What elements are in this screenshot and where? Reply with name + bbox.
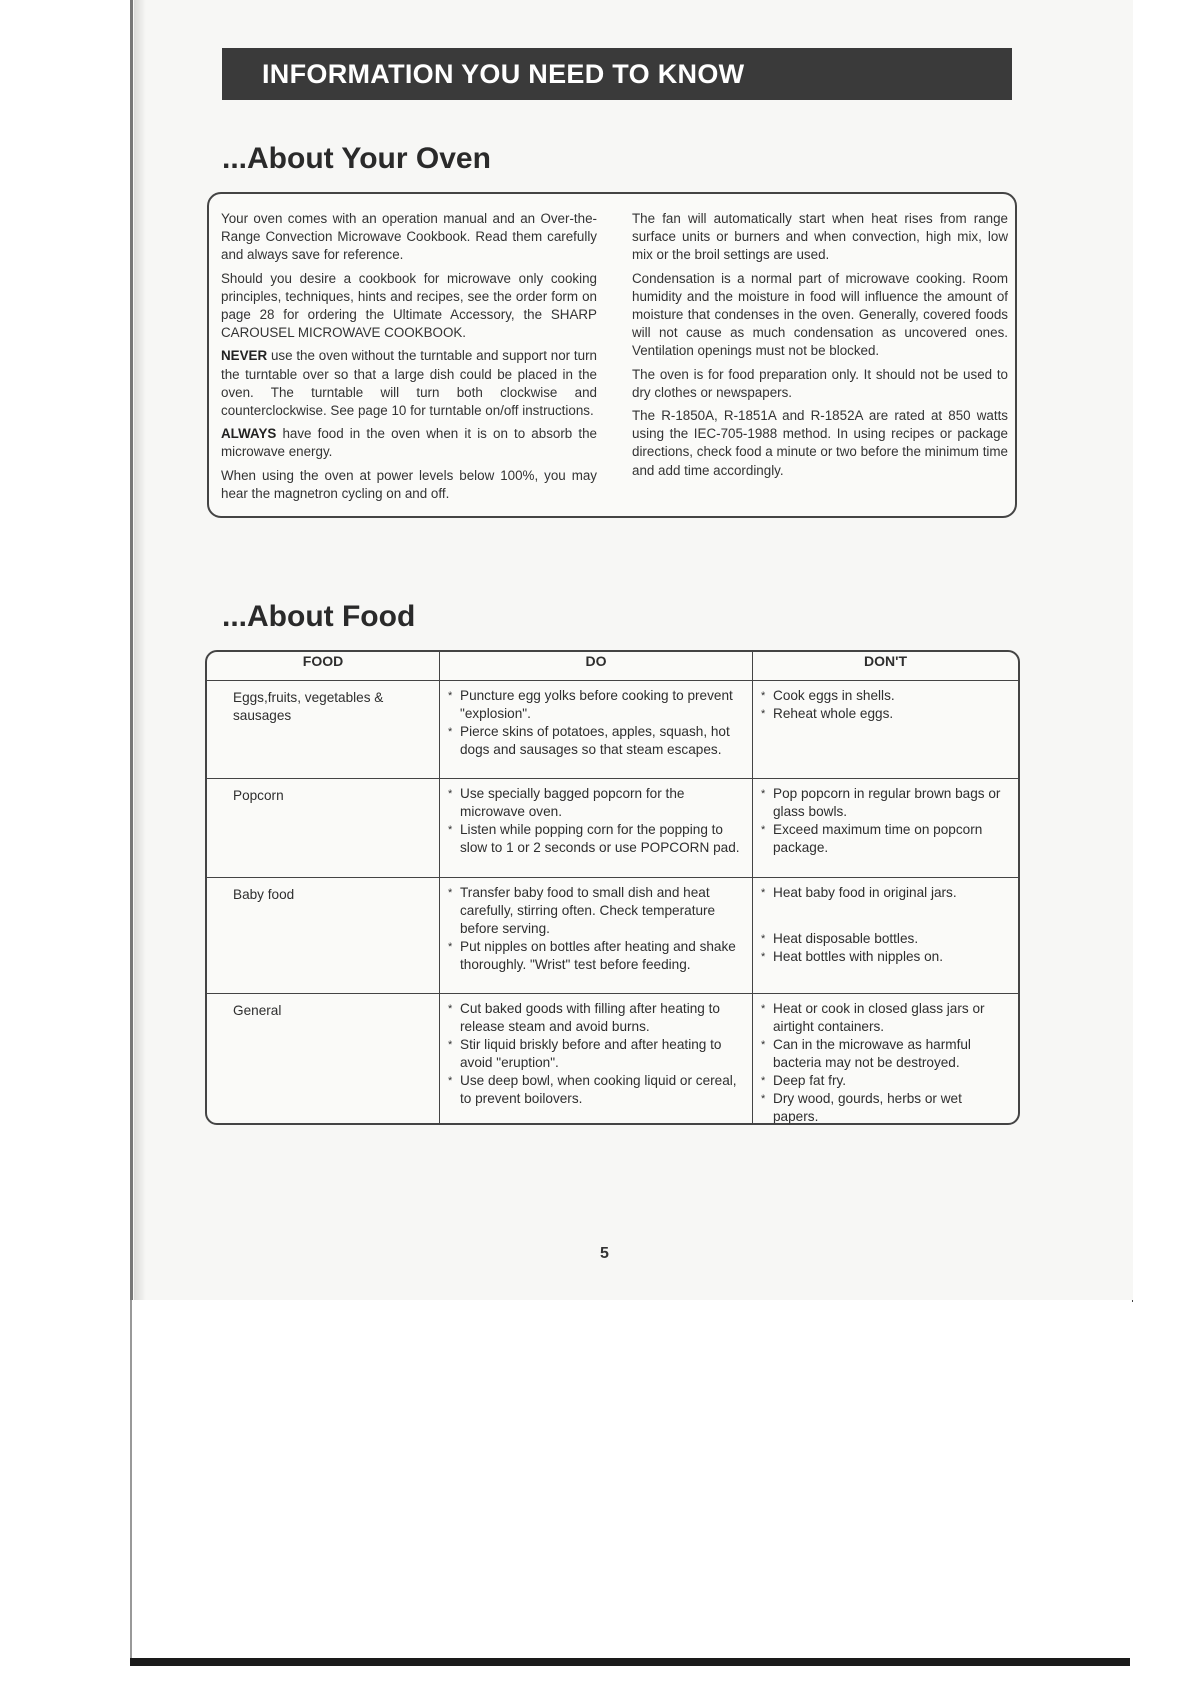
food-cell: Baby food [207, 878, 440, 994]
do-item: * Puncture egg yolks before cooking to prevent "explosion". [448, 687, 742, 723]
do-item: * Transfer baby food to small dish and heat carefully, stirring often. Check temperature before serving. [448, 884, 742, 938]
oven-right-column [632, 210, 1008, 485]
under-sheet [130, 1300, 1132, 1660]
about-food-title: ...About Food [222, 600, 416, 633]
do-item: * Stir liquid briskly before and after heating to avoid "eruption". [448, 1036, 742, 1072]
oven-right-p4: The R-1850A, R-1851A and R-1852A are rated at 850 watts using the IEC-705-1988 method. In using recipes or package directions, check food a minute or two before the minimum time and add time accordingly. [632, 408, 1008, 478]
do-cell [440, 779, 753, 878]
dont-item: * Heat or cook in closed glass jars or airtight containers. [761, 1000, 1008, 1036]
spine-shadow [134, 0, 146, 1300]
do-item: * Use specially bagged popcorn for the microwave oven. [448, 785, 742, 821]
do-item: * Put nipples on bottles after heating and shake thoroughly. "Wrist" test before feeding. [448, 938, 742, 974]
dont-cell [753, 994, 1019, 1126]
do-cell [440, 878, 753, 994]
food-cell: Eggs,fruits, vegetables & sausages [207, 681, 440, 779]
page-number: 5 [600, 1245, 609, 1262]
do-item: * Pierce skins of potatoes, apples, squash, hot dogs and sausages so that steam escapes. [448, 723, 742, 759]
always-lead: ALWAYS [221, 426, 277, 442]
dont-item: * Heat bottles with nipples on. [761, 948, 1008, 966]
dont-item: * Reheat whole eggs. [761, 705, 1008, 723]
dont-cell [753, 681, 1019, 779]
dont-item: * Heat baby food in original jars. [761, 884, 1008, 902]
dont-item: * Heat disposable bottles. [761, 930, 1008, 948]
table-row [207, 994, 1018, 1126]
food-table [207, 652, 1018, 1125]
spacer [761, 902, 1008, 930]
oven-left-p1: Your oven comes with an operation manual and an Over-the-Range Convection Microwave Cookbook. Read them carefully and always save for reference. [221, 211, 597, 263]
oven-left-column [221, 210, 597, 508]
header-do: DO [440, 652, 753, 681]
oven-right-p3: The oven is for food preparation only. It should not be used to dry clothes or newspapers. [632, 366, 1008, 400]
food-cell: General [207, 994, 440, 1126]
header-food: FOOD [207, 652, 440, 681]
do-item: * Cut baked goods with filling after heating to release steam and avoid burns. [448, 1000, 742, 1036]
food-table-box [205, 650, 1020, 1125]
dont-item: * Pop popcorn in regular brown bags or glass bowls. [761, 785, 1008, 821]
bottom-edge [130, 1658, 1130, 1666]
about-oven-box [207, 192, 1017, 518]
table-row [207, 779, 1018, 878]
table-row [207, 878, 1018, 994]
oven-left-p4 [221, 425, 597, 461]
oven-left-p5: When using the oven at power levels below 100%, you may hear the magnetron cycling on and off. [221, 467, 597, 501]
section-header-bar: INFORMATION YOU NEED TO KNOW [222, 48, 1012, 100]
header-dont: DON'T [753, 652, 1019, 681]
do-item: * Listen while popping corn for the popping to slow to 1 or 2 seconds or use POPCORN pad. [448, 821, 742, 857]
dont-item: * Can in the microwave as harmful bacteria may not be destroyed. [761, 1036, 1008, 1072]
do-item: * Use deep bowl, when cooking liquid or cereal, to prevent boilovers. [448, 1072, 742, 1108]
oven-left-p2: Should you desire a cookbook for microwave only cooking principles, techniques, hints and recipes, see the order form on page 28 for ordering the Ultimate Accessory, the SHARP CAROUSEL MICROWAVE COOKBOOK. [221, 270, 597, 341]
about-oven-title: ...About Your Oven [222, 142, 491, 175]
dont-item: * Deep fat fry. [761, 1072, 1008, 1090]
dont-cell [753, 878, 1019, 994]
dont-cell [753, 779, 1019, 878]
do-cell [440, 994, 753, 1126]
food-cell: Popcorn [207, 779, 440, 878]
dont-item: * Dry wood, gourds, herbs or wet papers. [761, 1090, 1008, 1125]
do-cell [440, 681, 753, 779]
never-lead: NEVER [221, 348, 268, 364]
dont-item: * Cook eggs in shells. [761, 687, 1008, 705]
dont-item: * Exceed maximum time on popcorn package. [761, 821, 1008, 857]
oven-right-p2: Condensation is a normal part of microwave cooking. Room humidity and the moisture in food will influence the amount of moisture that condenses in the oven. Generally, covered foods will not cause as much condensation as uncovered ones. Ventilation openings must not be blocked. [632, 270, 1008, 359]
oven-right-p1: The fan will automatically start when heat rises from range surface units or burners and when convection, high mix, low mix or the broil settings are used. [632, 211, 1008, 263]
oven-left-p3 [221, 347, 597, 420]
never-text: use the oven without the turntable and support nor turn the turntable over so that a large dish could be placed in the oven. The turntable will turn both clockwise and counterclockwise. See page 10 for turntable on/off instructions. [221, 348, 597, 419]
table-row [207, 681, 1018, 779]
always-text: have food in the oven when it is on to absorb the microwave energy. [221, 426, 597, 460]
